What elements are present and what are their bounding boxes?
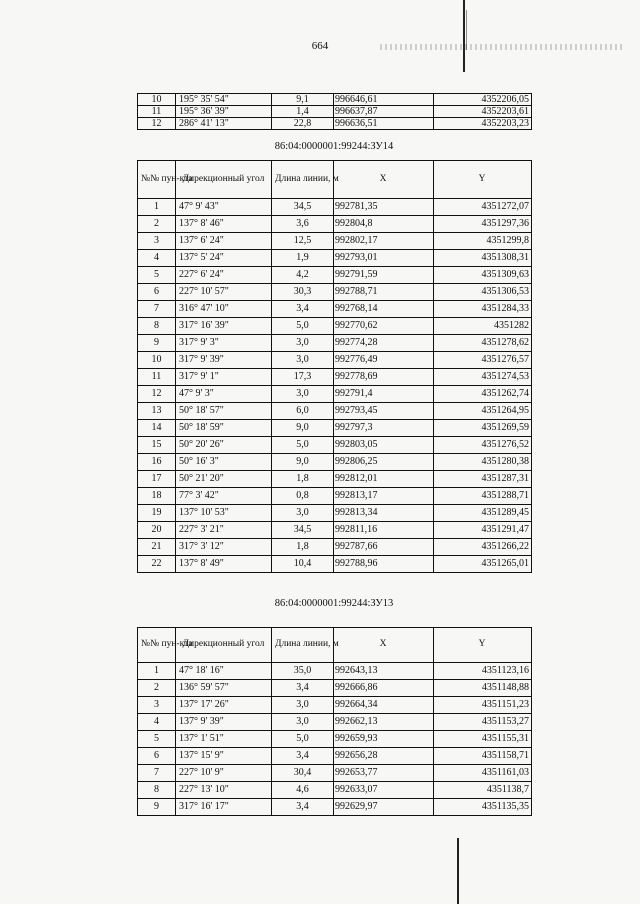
cell-point-number: 3 — [138, 697, 176, 714]
cell-point-number: 2 — [138, 680, 176, 697]
cell-x: 992806,25 — [334, 454, 434, 471]
table-row — [138, 250, 532, 267]
cell-x: 992781,35 — [334, 199, 434, 216]
cell-x: 992770,62 — [334, 318, 434, 335]
cell-direction-angle: 50° 18' 57" — [176, 403, 272, 420]
header-line-length: Длина линии, м — [272, 628, 334, 663]
table-row — [138, 199, 532, 216]
table-row — [138, 714, 532, 731]
table-row — [138, 488, 532, 505]
cell-direction-angle: 77° 3' 42" — [176, 488, 272, 505]
cell-x: 992813,17 — [334, 488, 434, 505]
cell-x: 992803,05 — [334, 437, 434, 454]
cell-point-number: 6 — [138, 284, 176, 301]
cell-line-length: 6,0 — [272, 403, 334, 420]
cell-line-length: 1,8 — [272, 539, 334, 556]
cell-direction-angle: 317° 9' 1" — [176, 369, 272, 386]
cell-line-length: 3,6 — [272, 216, 334, 233]
cell-y: 4351276,52 — [434, 437, 532, 454]
table-row — [138, 216, 532, 233]
cell-direction-angle: 137° 8' 46" — [176, 216, 272, 233]
cell-point-number: 13 — [138, 403, 176, 420]
cell-direction-angle: 137° 6' 24" — [176, 233, 272, 250]
cell-x: 992813,34 — [334, 505, 434, 522]
cell-line-length: 30,4 — [272, 765, 334, 782]
cell-x: 992629,97 — [334, 799, 434, 816]
cell-point-number: 4 — [138, 250, 176, 267]
cell-line-length: 34,5 — [272, 199, 334, 216]
cell-direction-angle: 317° 16' 39" — [176, 318, 272, 335]
cell-direction-angle: 227° 6' 24" — [176, 267, 272, 284]
cell-direction-angle: 50° 21' 20" — [176, 471, 272, 488]
table-body — [138, 94, 532, 130]
cell-direction-angle: 227° 3' 21" — [176, 522, 272, 539]
cell-line-length: 3,0 — [272, 697, 334, 714]
table-row — [138, 403, 532, 420]
cell-direction-angle: 227° 10' 9" — [176, 765, 272, 782]
cell-line-length: 1,4 — [272, 106, 334, 118]
cell-x: 992664,34 — [334, 697, 434, 714]
cell-point-number: 16 — [138, 454, 176, 471]
cell-y: 4351266,22 — [434, 539, 532, 556]
cell-direction-angle: 50° 16' 3" — [176, 454, 272, 471]
cell-x: 992768,14 — [334, 301, 434, 318]
cell-x: 992802,17 — [334, 233, 434, 250]
cell-direction-angle: 50° 20' 26" — [176, 437, 272, 454]
cell-x: 992788,96 — [334, 556, 434, 573]
cell-x: 992788,71 — [334, 284, 434, 301]
cell-point-number: 14 — [138, 420, 176, 437]
cell-point-number: 2 — [138, 216, 176, 233]
cell-y: 4351306,53 — [434, 284, 532, 301]
table-row — [138, 301, 532, 318]
table-row — [138, 556, 532, 573]
cell-point-number: 20 — [138, 522, 176, 539]
cell-point-number: 5 — [138, 267, 176, 284]
scan-artifact-line — [463, 0, 465, 72]
cell-y: 4351297,36 — [434, 216, 532, 233]
section-title-zu13: 86:04:0000001:99244:ЗУ13 — [274, 598, 394, 609]
cell-point-number: 15 — [138, 437, 176, 454]
table-row — [138, 118, 532, 130]
cell-line-length: 12,5 — [272, 233, 334, 250]
coordinates-table-zu14 — [137, 160, 532, 573]
cell-point-number: 17 — [138, 471, 176, 488]
cell-direction-angle: 316° 47' 10" — [176, 301, 272, 318]
cell-point-number: 8 — [138, 782, 176, 799]
header-x: X — [334, 161, 434, 199]
cell-point-number: 7 — [138, 765, 176, 782]
cell-y: 4351274,53 — [434, 369, 532, 386]
header-direction-angle: Дирекционный угол — [176, 161, 272, 199]
cell-y: 4351284,33 — [434, 301, 532, 318]
cell-direction-angle: 137° 17' 26" — [176, 697, 272, 714]
cell-line-length: 3,4 — [272, 301, 334, 318]
cell-x: 996636,51 — [334, 118, 434, 130]
cell-y: 4351289,45 — [434, 505, 532, 522]
cell-line-length: 22,8 — [272, 118, 334, 130]
cell-point-number: 8 — [138, 318, 176, 335]
section-title-zu14: 86:04:0000001:99244:ЗУ14 — [274, 141, 394, 152]
cell-point-number: 1 — [138, 663, 176, 680]
cell-y: 4351123,16 — [434, 663, 532, 680]
cell-point-number: 12 — [138, 386, 176, 403]
cell-direction-angle: 137° 9' 39" — [176, 714, 272, 731]
cell-y: 4351155,31 — [434, 731, 532, 748]
cell-y: 4351264,95 — [434, 403, 532, 420]
cell-line-length: 35,0 — [272, 663, 334, 680]
table-row — [138, 94, 532, 106]
cell-x: 992774,28 — [334, 335, 434, 352]
cell-x: 992787,66 — [334, 539, 434, 556]
cell-x: 992793,01 — [334, 250, 434, 267]
cell-line-length: 3,0 — [272, 386, 334, 403]
cell-line-length: 3,0 — [272, 352, 334, 369]
cell-line-length: 3,4 — [272, 799, 334, 816]
cell-line-length: 3,0 — [272, 505, 334, 522]
scan-artifact-line — [457, 838, 459, 904]
header-direction-angle: Дирекционный угол — [176, 628, 272, 663]
cell-x: 992812,01 — [334, 471, 434, 488]
table-row — [138, 799, 532, 816]
cell-line-length: 9,1 — [272, 94, 334, 106]
header-line-length: Длина линии, м — [272, 161, 334, 199]
cell-direction-angle: 227° 10' 57" — [176, 284, 272, 301]
cell-point-number: 19 — [138, 505, 176, 522]
cell-line-length: 9,0 — [272, 420, 334, 437]
cell-line-length: 1,9 — [272, 250, 334, 267]
cell-direction-angle: 137° 5' 24" — [176, 250, 272, 267]
cell-x: 992666,86 — [334, 680, 434, 697]
cell-x: 992659,93 — [334, 731, 434, 748]
table-body — [138, 663, 532, 816]
cell-point-number: 4 — [138, 714, 176, 731]
cell-point-number: 1 — [138, 199, 176, 216]
cell-y: 4351265,01 — [434, 556, 532, 573]
table-row — [138, 748, 532, 765]
cell-direction-angle: 195° 35' 54" — [176, 94, 272, 106]
cell-y: 4351153,27 — [434, 714, 532, 731]
cell-direction-angle: 317° 16' 17" — [176, 799, 272, 816]
cell-y: 4351276,57 — [434, 352, 532, 369]
cell-line-length: 5,0 — [272, 437, 334, 454]
cell-x: 996637,87 — [334, 106, 434, 118]
cell-direction-angle: 136° 59' 57" — [176, 680, 272, 697]
cell-y: 4351288,71 — [434, 488, 532, 505]
cell-y: 4351280,38 — [434, 454, 532, 471]
cell-point-number: 3 — [138, 233, 176, 250]
table-row — [138, 386, 532, 403]
table-row — [138, 284, 532, 301]
cell-x: 996646,61 — [334, 94, 434, 106]
header-x: X — [334, 628, 434, 663]
header-point-number: №№ пун-кта — [138, 161, 176, 199]
cell-y: 4351158,71 — [434, 748, 532, 765]
cell-point-number: 10 — [138, 352, 176, 369]
cell-direction-angle: 137° 8' 49" — [176, 556, 272, 573]
cell-direction-angle: 317° 3' 12" — [176, 539, 272, 556]
cell-direction-angle: 47° 9' 43" — [176, 199, 272, 216]
table-row — [138, 697, 532, 714]
table-row — [138, 233, 532, 250]
cell-x: 992811,16 — [334, 522, 434, 539]
cell-line-length: 34,5 — [272, 522, 334, 539]
cell-direction-angle: 317° 9' 39" — [176, 352, 272, 369]
cell-point-number: 18 — [138, 488, 176, 505]
cell-line-length: 0,8 — [272, 488, 334, 505]
cell-y: 4351308,31 — [434, 250, 532, 267]
cell-y: 4352206,05 — [434, 94, 532, 106]
cell-x: 992633,07 — [334, 782, 434, 799]
coordinates-table-zu13 — [137, 627, 532, 816]
header-y: Y — [434, 628, 532, 663]
cell-y: 4351269,59 — [434, 420, 532, 437]
cell-point-number: 22 — [138, 556, 176, 573]
table-row — [138, 369, 532, 386]
cell-x: 992778,69 — [334, 369, 434, 386]
table-row — [138, 318, 532, 335]
cell-x: 992662,13 — [334, 714, 434, 731]
coordinates-table-continued — [137, 93, 532, 130]
cell-y: 4351299,8 — [434, 233, 532, 250]
cell-line-length: 10,4 — [272, 556, 334, 573]
cell-y: 4351309,63 — [434, 267, 532, 284]
cell-direction-angle: 137° 10' 53" — [176, 505, 272, 522]
cell-point-number: 6 — [138, 748, 176, 765]
cell-y: 4351161,03 — [434, 765, 532, 782]
table-row — [138, 680, 532, 697]
cell-x: 992653,77 — [334, 765, 434, 782]
cell-x: 992791,4 — [334, 386, 434, 403]
cell-line-length: 3,4 — [272, 680, 334, 697]
cell-y: 4352203,61 — [434, 106, 532, 118]
cell-point-number: 9 — [138, 799, 176, 816]
header-y: Y — [434, 161, 532, 199]
cell-x: 992776,49 — [334, 352, 434, 369]
cell-y: 4351272,07 — [434, 199, 532, 216]
cell-direction-angle: 137° 1' 51" — [176, 731, 272, 748]
cell-direction-angle: 137° 15' 9" — [176, 748, 272, 765]
table-row — [138, 420, 532, 437]
cell-line-length: 3,4 — [272, 748, 334, 765]
table-row — [138, 106, 532, 118]
table-row — [138, 522, 532, 539]
cell-direction-angle: 317° 9' 3" — [176, 335, 272, 352]
cell-line-length: 3,0 — [272, 714, 334, 731]
table-row — [138, 782, 532, 799]
cell-point-number: 5 — [138, 731, 176, 748]
table-row — [138, 267, 532, 284]
table-row — [138, 663, 532, 680]
cell-line-length: 30,3 — [272, 284, 334, 301]
cell-x: 992797,3 — [334, 420, 434, 437]
cell-y: 4351282 — [434, 318, 532, 335]
table-row — [138, 454, 532, 471]
cell-direction-angle: 47° 18' 16" — [176, 663, 272, 680]
cell-y: 4351135,35 — [434, 799, 532, 816]
cell-line-length: 5,0 — [272, 731, 334, 748]
cell-point-number: 10 — [138, 94, 176, 106]
cell-line-length: 3,0 — [272, 335, 334, 352]
cell-y: 4351148,88 — [434, 680, 532, 697]
cell-point-number: 11 — [138, 106, 176, 118]
table-row — [138, 437, 532, 454]
cell-line-length: 9,0 — [272, 454, 334, 471]
table-row — [138, 539, 532, 556]
table-body — [138, 199, 532, 573]
cell-direction-angle: 47° 9' 3" — [176, 386, 272, 403]
table-row — [138, 765, 532, 782]
cell-line-length: 1,8 — [272, 471, 334, 488]
cell-y: 4351151,23 — [434, 697, 532, 714]
table-row — [138, 471, 532, 488]
table-row — [138, 352, 532, 369]
cell-direction-angle: 50° 18' 59" — [176, 420, 272, 437]
page-number: 664 — [311, 40, 329, 52]
cell-y: 4351138,7 — [434, 782, 532, 799]
cell-point-number: 11 — [138, 369, 176, 386]
cell-direction-angle: 227° 13' 10" — [176, 782, 272, 799]
cell-line-length: 4,6 — [272, 782, 334, 799]
cell-line-length: 4,2 — [272, 267, 334, 284]
cell-direction-angle: 195° 36' 39" — [176, 106, 272, 118]
cell-y: 4351287,31 — [434, 471, 532, 488]
cell-x: 992643,13 — [334, 663, 434, 680]
cell-point-number: 7 — [138, 301, 176, 318]
table-header-row — [138, 161, 532, 199]
cell-x: 992791,59 — [334, 267, 434, 284]
table-row — [138, 731, 532, 748]
cell-direction-angle: 286° 41' 13" — [176, 118, 272, 130]
cell-y: 4351262,74 — [434, 386, 532, 403]
cell-y: 4351278,62 — [434, 335, 532, 352]
cell-point-number: 9 — [138, 335, 176, 352]
cell-line-length: 5,0 — [272, 318, 334, 335]
cell-y: 4351291,47 — [434, 522, 532, 539]
cell-x: 992656,28 — [334, 748, 434, 765]
table-row — [138, 335, 532, 352]
cell-line-length: 17,3 — [272, 369, 334, 386]
table-header-row — [138, 628, 532, 663]
cell-point-number: 12 — [138, 118, 176, 130]
header-point-number: №№ пун-кта — [138, 628, 176, 663]
cell-point-number: 21 — [138, 539, 176, 556]
cell-x: 992793,45 — [334, 403, 434, 420]
cell-y: 4352203,23 — [434, 118, 532, 130]
table-row — [138, 505, 532, 522]
cell-x: 992804,8 — [334, 216, 434, 233]
